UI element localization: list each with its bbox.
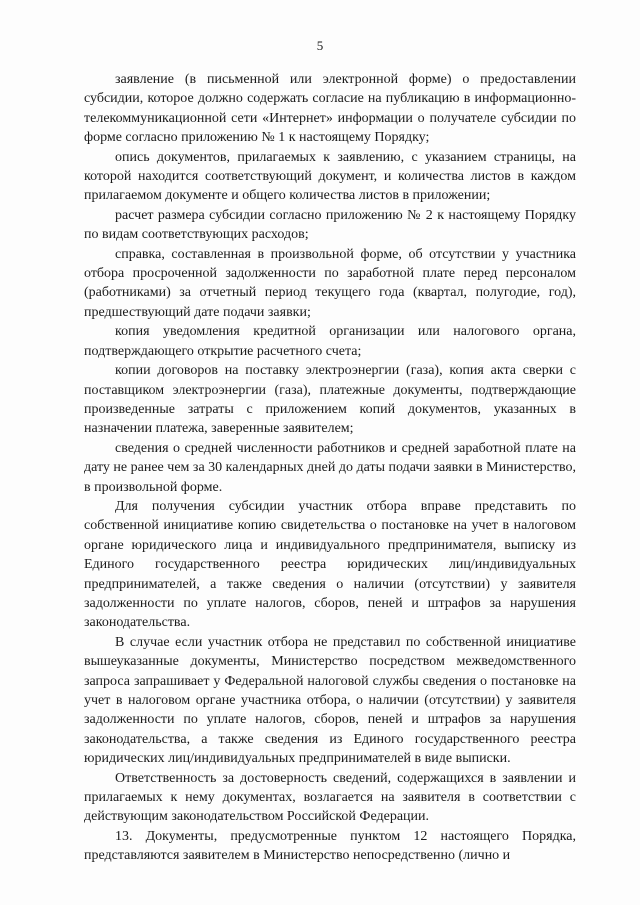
paragraph-clause-13: 13. Документы, предусмотренные пунктом 12 настоящего Порядка, представляются заявителем в Министерство непосредственно (лично и bbox=[84, 828, 576, 864]
paragraph-bank-notice: копия уведомления кредитной организации или налогового органа, подтверждающего открытие расчетного счета; bbox=[84, 324, 576, 359]
paragraph-inventory: опись документов, прилагаемых к заявлению, с указанием страницы, на которой находится соответствующий документ, и количества листов в каждом прилагаемом документе и общего количества листов в приложении; bbox=[84, 149, 576, 204]
document-body bbox=[84, 70, 576, 866]
paragraph-optional-documents: Для получения субсидии участник отбора вправе представить по собственной инициативе копию свидетельства о постановке на учет в налоговом органе юридического лица и индивидуального предпринимателя, выписку из Единого государственного реестра юридических лиц/индивидуальных предпринимателей, а также сведения о наличии (отсутствии) у заявителя задолженности по уплате налогов, сборов, пеней и штрафов за нарушения законодательства. bbox=[84, 498, 576, 631]
paragraph-calculation: расчет размера субсидии согласно приложению № 2 к настоящему Порядку по видам соответствующих расходов; bbox=[84, 207, 576, 243]
page-number: 5 bbox=[316, 38, 324, 53]
paragraph-responsibility: Ответственность за достоверность сведений, содержащихся в заявлении и прилагаемых к нему документах, возлагается на заявителя в соответствии с действующим законодательством Российской Федерации. bbox=[84, 770, 576, 825]
paragraph-application: заявление (в письменной или электронной форме) о предоставлении субсидии, которое должно содержать согласие на публикацию в информационно-телекоммуникационной сети «Интернет» информации о получателе субсидии по форме согласно приложению № 1 к настоящему Порядку; bbox=[84, 72, 576, 146]
paragraph-interagency-request: В случае если участник отбора не представил по собственной инициативе вышеуказанные документы, Министерство посредством межведомственного запроса запрашивает у Федеральной налоговой службы сведения о постановке на учет в налоговом органе участника отбора, о наличии (отсутствии) у заявителя задолженности по уплате налогов, сборов, пеней и штрафов за нарушения законодательства, а также сведения из Единого государственного реестра юридических лиц/индивидуальных предпринимателей в виде выписки. bbox=[84, 634, 576, 767]
paragraph-salary-certificate: справка, составленная в произвольной форме, об отсутствии у участника отбора просроченной задолженности по заработной плате перед персоналом (работниками) за отчетный период текущего года (квартал, полугодие, год), предшествующий дате подачи заявки; bbox=[84, 246, 576, 320]
paragraph-contracts: копии договоров на поставку электроэнергии (газа), копия акта сверки с поставщиком электроэнергии (газа), платежные документы, подтверждающие произведенные затраты с приложением копий документов, указанных в назначении платежа, заверенные заявителем; bbox=[84, 363, 576, 437]
paragraph-staff-info: сведения о средней численности работников и средней заработной плате на дату не ранее чем за 30 календарных дней до даты подачи заявки в Министерство, в произвольной форме. bbox=[84, 440, 576, 495]
